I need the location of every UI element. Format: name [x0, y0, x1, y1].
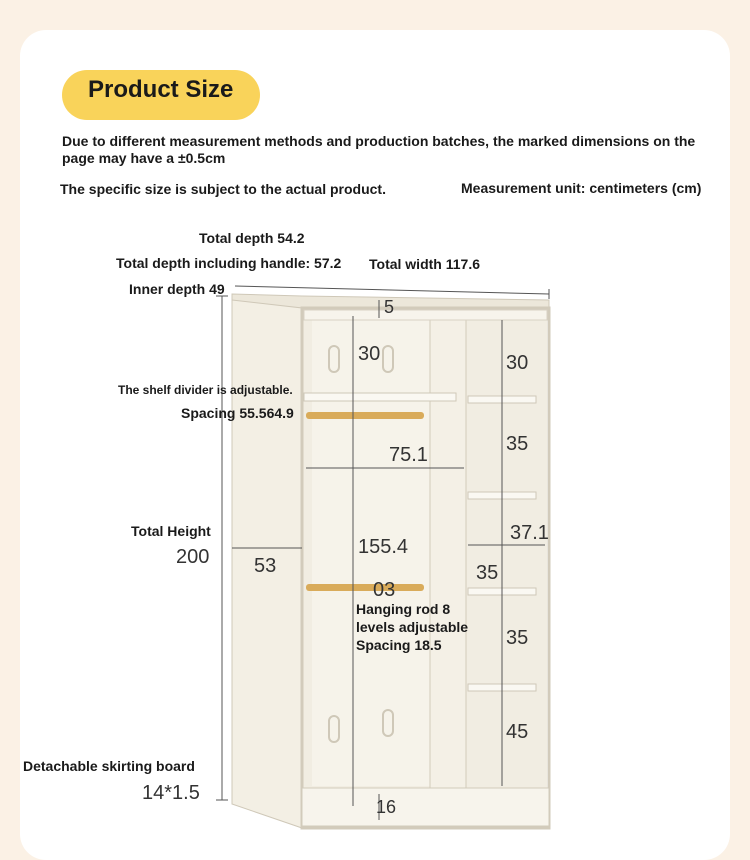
dim-inner-width: 75.1 [389, 444, 428, 466]
dim-left-top: 30 [358, 343, 381, 365]
hanging-rod-note: Hanging rod 8 levels adjustable Spacing 18.5 [356, 601, 469, 653]
subject-note: The specific size is subject to the actual product. [60, 181, 386, 197]
middle-divider [430, 318, 466, 788]
dim-rod-gap: 03 [373, 579, 396, 601]
depth-handle-label: Total depth including handle: 57.2 [116, 255, 342, 271]
dim-right-4: 35 [506, 627, 529, 649]
dim-right-2: 35 [506, 433, 529, 455]
top-rail [304, 310, 547, 320]
dim-right-width: 37.1 [510, 522, 549, 544]
total-depth-label: Total depth 54.2 [199, 230, 305, 246]
inner-depth-label: Inner depth 49 [129, 281, 225, 297]
hanging-rod-lower [306, 584, 424, 591]
unit-note: Measurement unit: centimeters (cm) [461, 180, 702, 196]
dim-left-height: 53 [254, 555, 277, 577]
dim-right-3: 35 [476, 562, 499, 584]
skirting-label: Detachable skirting board [23, 758, 195, 774]
left-shelf [304, 393, 456, 401]
dim-bottom: 16 [376, 797, 397, 817]
total-height-label: Total Height [131, 523, 211, 539]
total-height-value: 200 [176, 546, 210, 568]
total-width-label: Total width 117.6 [369, 256, 480, 272]
skirting-board [302, 788, 549, 826]
dim-inner-height: 155.4 [358, 536, 409, 558]
disclaimer-text: Due to different measurement methods and production batches, the marked dimensions on the page may have a ±0.5cm [62, 133, 696, 166]
page-title: Product Size [88, 76, 234, 103]
shelf-adjustable-note: The shelf divider is adjustable. [118, 383, 293, 397]
skirting-value: 14*1.5 [142, 782, 200, 804]
dim-right-5: 45 [506, 721, 529, 743]
dim-top-gap: 5 [384, 297, 395, 317]
dim-right-top: 30 [506, 352, 529, 374]
shelf-spacing-label: Spacing 55.564.9 [181, 405, 294, 421]
hanging-rod-upper [306, 412, 424, 419]
